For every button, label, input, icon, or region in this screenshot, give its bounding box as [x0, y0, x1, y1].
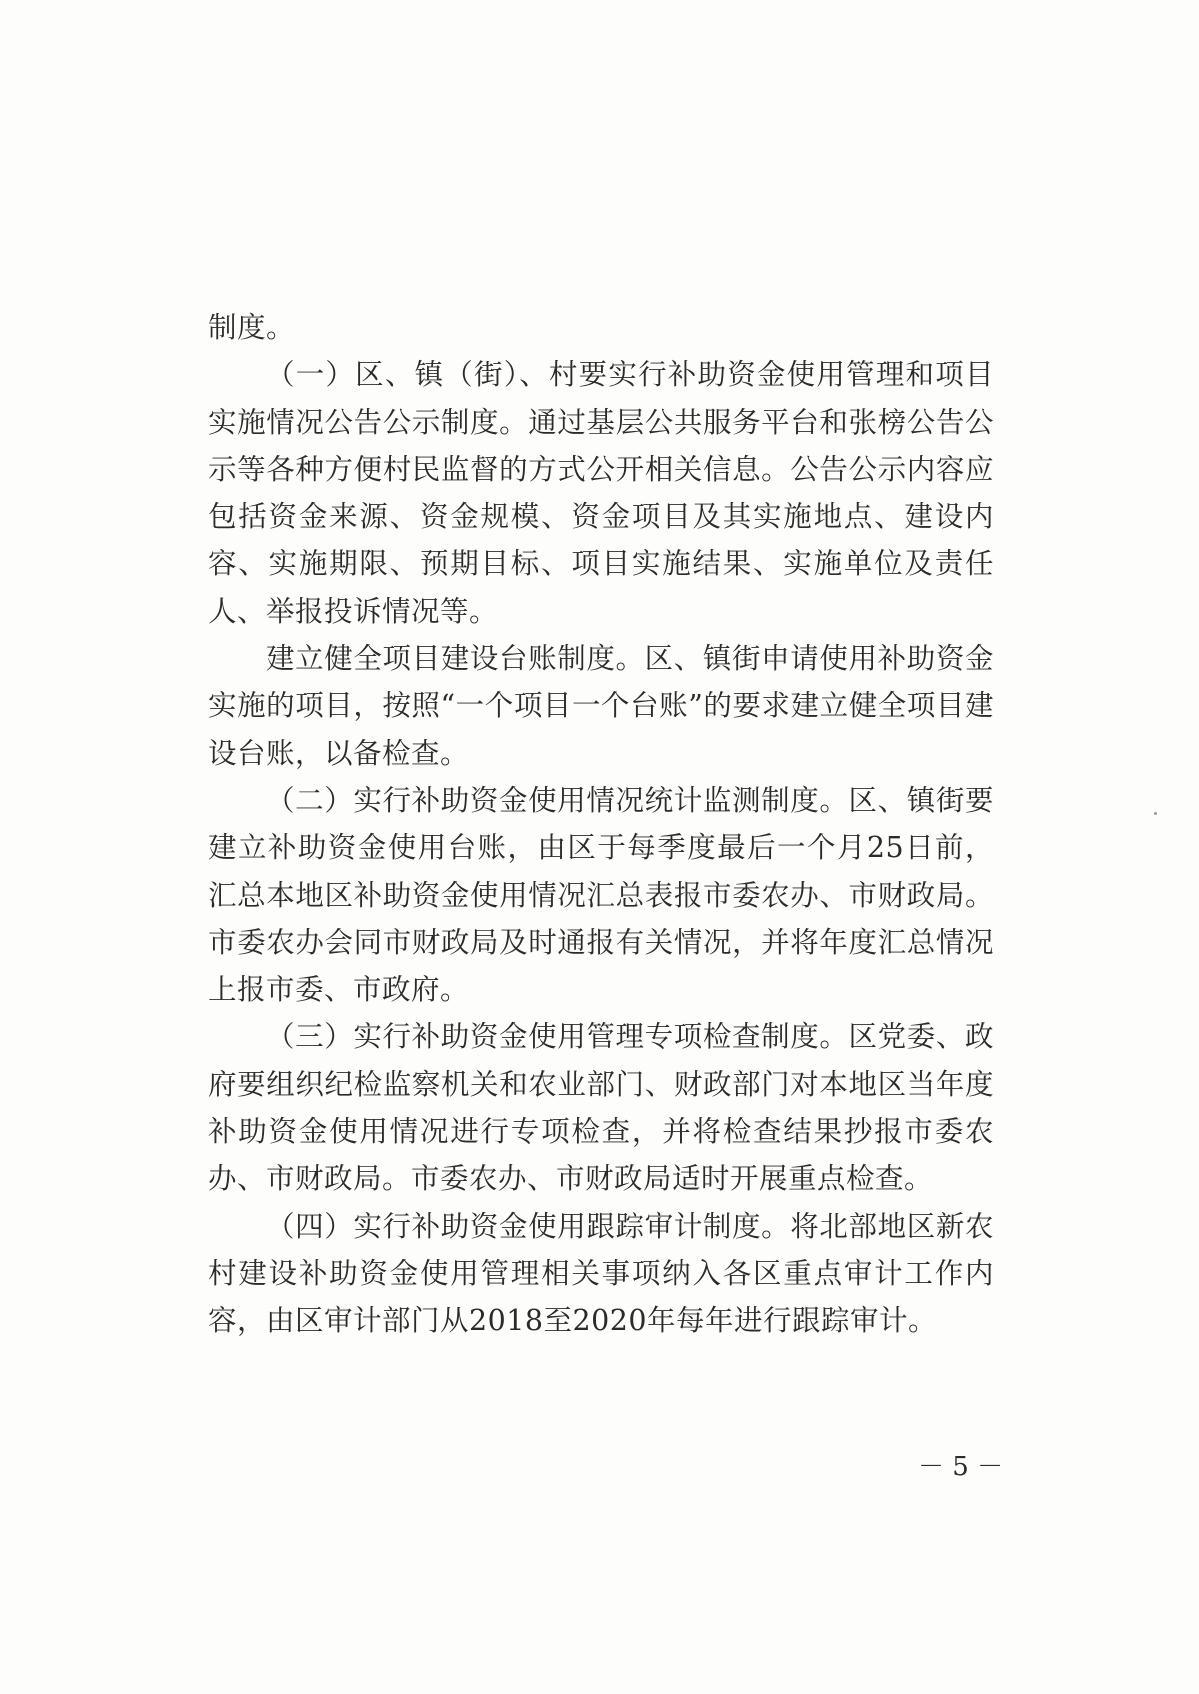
paragraph-continuation: 制度。: [208, 311, 296, 344]
paragraph-ledger: 建立健全项目建设台账制度。区、镇街申请使用补助资金实施的项目，按照“一个项目一个台账”的要求建立健全项目建设台账，以备检查。: [208, 642, 994, 770]
page-number: － 5 －: [918, 1452, 1004, 1482]
document-body: [208, 304, 994, 1345]
paragraph-audit: （四）实行补助资金使用跟踪审计制度。将北部地区新农村建设补助资金使用管理相关事项纳入各区重点审计工作内容，由区审计部门从2018至2020年每年进行跟踪审计。: [208, 1209, 994, 1338]
paragraph-statistics: （二）实行补助资金使用情况统计监测制度。区、镇街要建立补助资金使用台账，由区于每季度最后一个月25日前，汇总本地区补助资金使用情况汇总表报市委农办、市财政局。市委农办会同市财政局及时通报有关情况，并将年度汇总情况上报市委、市政府。: [208, 783, 994, 1007]
paragraph-inspection: （三）实行补助资金使用管理专项检查制度。区党委、政府要组织纪检监察机关和农业部门、财政部门对本地区当年度补助资金使用情况进行专项检查，并将检查结果抄报市委农办、市财政局。市委农办、市财政局适时开展重点检查。: [208, 1020, 994, 1196]
scan-speck: [1154, 812, 1157, 815]
paragraph-public-notice: （一）区、镇（街）、村要实行补助资金使用管理和项目实施情况公告公示制度。通过基层公共服务平台和张榜公告公示等各种方便村民监督的方式公开相关信息。公告公示内容应包括资金来源、资金规模、资金项目及其实施地点、建设内容、实施期限、预期目标、项目实施结果、实施单位及责任人、举报投诉情况等。: [208, 358, 994, 628]
